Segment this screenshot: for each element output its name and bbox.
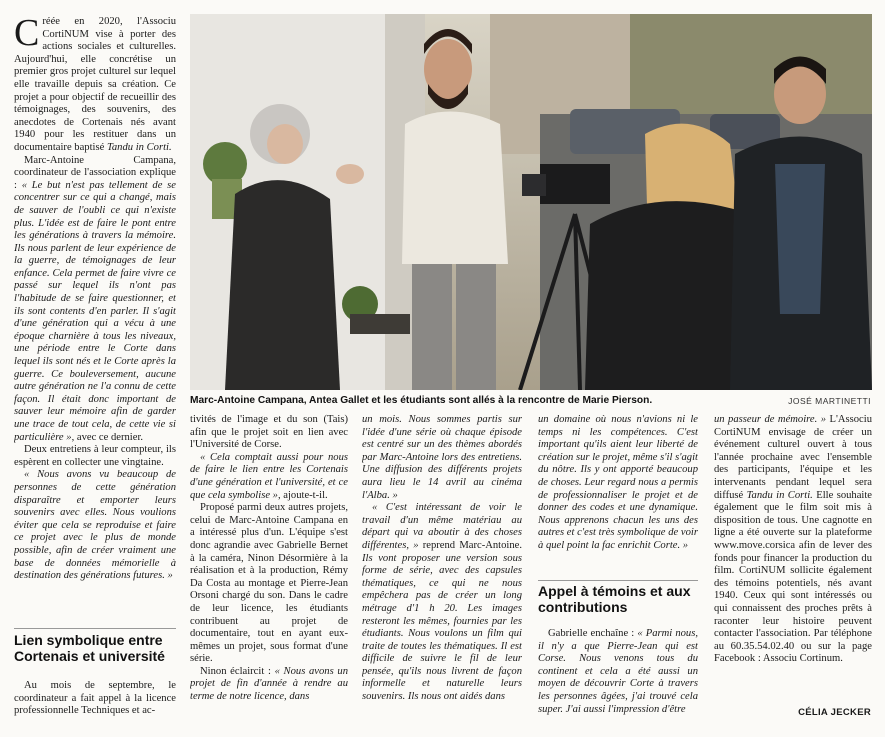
paragraph: tivités de l'image et du son (Tais) afin que le projet soit en lien avec l'Université de Corse. (190, 414, 348, 451)
column-3 (362, 414, 522, 734)
article-photo (190, 14, 872, 390)
photo-caption: Marc-Antoine Campana, Antea Gallet et les étudiants sont allés à la rencontre de Marie Pierson. (190, 395, 653, 406)
paragraph: Proposé parmi deux autres projets, celui de Marc-Antoine Campana en a intéressé plus d'un. L'équipe s'est donc agrandie avec Gabrielle Bernet à la caméra, Ninon Désormière à la réalisation et à la production, Rémy Da Costa au montage et Pierre-Jean Orsoni chargé du son. Dans le cadre de leur licence, les étudiants contribuent au projet de documentaire, tout en ayant eux-mêmes un projet, sous format d'une série. (190, 502, 348, 665)
paragraph: Marc-Antoine Campana, coordinateur de l'association explique : « Le but n'est pas tellement de se concentrer sur ce qui a changé, mais de sauver de l'oubli ce qui n'existe plus. L'idée est de faire le pont entre les générations à travers la mémoire. Ils nous parlent de leur expérience de la guerre, de témoignages de leur enfance. Cela permet de faire vivre ce passé sur lequel ils n'ont pas l'habitude de se faire questionner, et ils sont contents d'en parler. Il s'agit d'une génération qui a vécu à une époque charnière à tous les niveaux, une période entre le Corte dans lequel ils sont nés et le Corte après la guerre. Ce bouleversement, aucune autre génération ne l'a connu de cette façon. Il était donc important de sauver leur mémoire afin de garder une trace de tout cela, de cette vie si particulière », avec ce dernier. (14, 154, 176, 443)
paragraph: Deux entretiens à leur compteur, ils espèrent en collecter une vingtaine. (14, 444, 176, 468)
column-5 (714, 414, 872, 706)
paragraph: « Cela comptait aussi pour nous de faire le lien entre les Cortenais d'une génération et l'université, et ce que cela symbolise », ajoute-t-il. (190, 451, 348, 501)
photo-illustration (190, 14, 872, 390)
column-1-end (14, 680, 176, 732)
drop-cap: C (14, 16, 40, 54)
column-4 (538, 414, 698, 582)
column-4-end (538, 628, 698, 734)
paragraph: Au mois de septembre, le coordinateur a fait appel à la licence professionnelle Techniques et ac- (14, 680, 176, 717)
intro-paragraph: Créée en 2020, l'Associu CortiNUM vise à porter des actions sociales et culturelles. Aujourd'hui, elle concrétise un premier gros projet culturel sur lequel elle travaille depuis sa création. Ce projet a pour objectif de recueillir des témoignages, des souvenirs, des anecdotes de Cortenais nés avant 1940 pour les restituer dans un documentaire baptisé Tandu in Corti. (14, 16, 176, 153)
paragraph: un passeur de mémoire. » L'Associu CortiNUM envisage de créer un événement culturel ouvert à tous l'année prochaine avec l'ensemble des participants, l'équipe et les intervenants pendant lequel sera diffusé Tandu in Corti. Elle souhaite également que le film soit mis à disposition de tous. Une cagnotte en ligne a été ouverte sur la plateforme www.move.corsica afin de lever des fonds pour financer la production du film. CortiNUM sollicite également des témoins potentiels, nés avant 1940. Ceux qui sont intéressés ou qui connaissent des proches prêts à raconter leur histoire peuvent contacter l'association. Par téléphone au 60.35.54.02.40 ou sur la page Facebook : Associu Cortinum. (714, 414, 872, 665)
paragraph: un domaine où nous n'avions ni le temps ni les compétences. C'est important qu'ils aient leur liberté de création sur le projet, même s'il s'agit du nôtre. Ils y ont apporté beaucoup de choses. Leur regard nous a permis de professionnaliser le projet et de donner des codes et une dynamique. Nous apprenons chacun les uns des autres et c'est très symbolique de voir à quel point la fac enrichit Corte. » (538, 414, 698, 551)
heading-rule (14, 628, 176, 629)
paragraph: « C'est intéressant de voir le travail d'un même matériau au départ qui va aboutir à des choses différentes, » reprend Marc-Antoine. Ils vont proposer une version sous forme de série, avec des capsules thématiques, ce qui ne nous empêchera pas de créer un long métrage d'1 h 20. Les images resteront les mêmes, fournies par les étudiants. Nous voulons un film qui traite de toutes les thématiques. Il est difficile de suivre le fil de leur pensée, qu'ils nous livrent de façon informelle et naturelle leurs souvenirs. Ils nous ont aidés dans (362, 502, 522, 703)
paragraph: Ninon éclaircit : « Nous avons un projet de fin d'année à rendre au terme de notre licence, dans (190, 665, 348, 703)
paragraph: « Nous avons vu beaucoup de personnes de cette génération disparaître et emporter leurs souvenirs avec elles. Nous voulions éviter que cela se reproduise et faire ce projet avec le plus de monde possible, afin de créer vraiment une base de données mémorielle à destination des générations futures. » (14, 469, 176, 582)
paragraph: un mois. Nous sommes partis sur l'idée d'une série où chaque épisode est centré sur un des thèmes abordés par Marc-Antoine lors des entretiens. Une diffusion des différents projets aura lieu le 14 avril au cinéma l'Alba. » (362, 414, 522, 501)
heading-rule (538, 580, 698, 581)
column-2 (190, 414, 348, 734)
paragraph: Gabrielle enchaîne : « Parmi nous, il n'y a que Pierre-Jean qui est Corse. Nous venons tous du continent et cela a été aussi un moyen de découvrir Corte à travers les personnes âgées, j'ai trouvé cela super. J'ai aussi l'impression d'être (538, 628, 698, 715)
author-signature: CÉLIA JECKER (798, 707, 871, 718)
subheading-appel: Appel à témoins et aux contributions (538, 583, 691, 615)
subheading-lien: Lien symbolique entre Cortenais et université (14, 632, 165, 664)
column-1 (14, 16, 176, 664)
photo-credit: JOSÉ MARTINETTI (788, 396, 871, 406)
